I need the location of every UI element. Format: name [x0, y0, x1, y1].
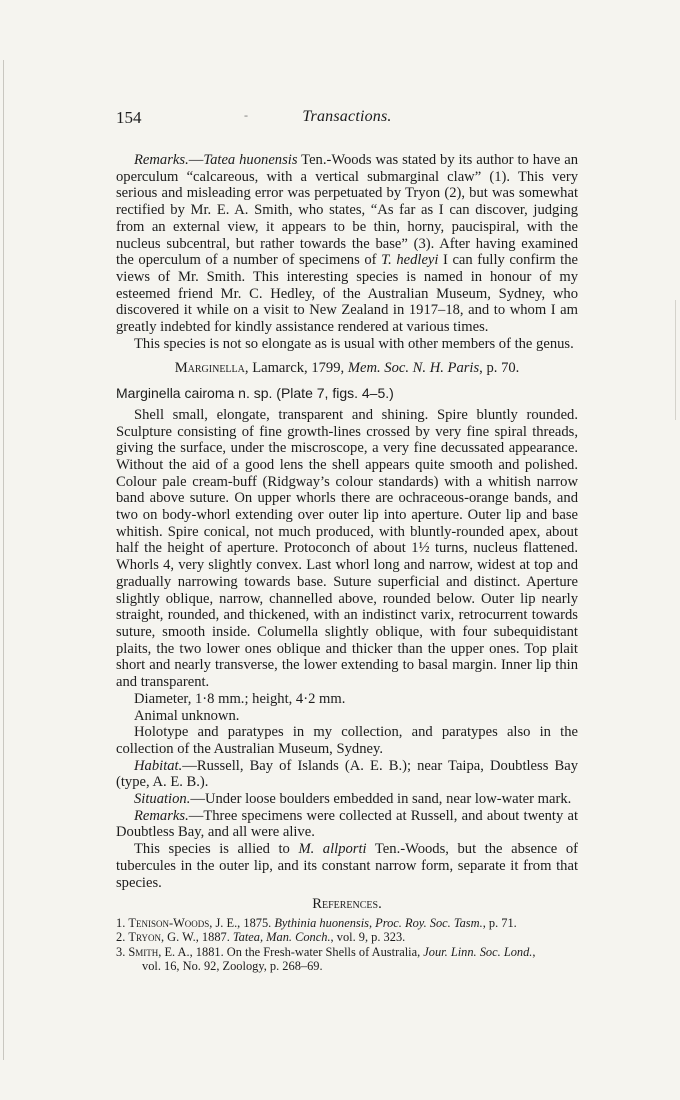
animal-note: Animal unknown. [134, 707, 240, 724]
running-title: Transactions. [302, 108, 392, 125]
species-heading: Marginella cairoma n. sp. (Plate 7, figs. 4–5.) [116, 385, 394, 402]
reference-author: Tenison-Woods, J. E. [128, 915, 238, 930]
habitat-text: —Russell, Bay of Islands (A. E. B.); near Taipa, Doubtless Bay (type, A. E. B.). [116, 757, 578, 791]
description-paragraph: Shell small, elongate, transparent and shining. Spire bluntly rounded. Sculpture consisting of fine growth-lines crossed by very fine spiral threads, giving the surface, under the miscroscope, a very fine decussated appearance. Without the aid of a good lens the shell appears quite smooth and polished. Colour pale cream-buff (Ridgway’s colour standards) with a whitish narrow band above suture. On upper whorls there are ochraceous-orange bands, and two on body-whorl extending over outer lip into aperture. Outer lip and base whitish. Spire conical, not much produced, with bluntly-rounded apex, about half the height of aperture. Protoconch of about 1½ turns, nucleus flattened. Whorls 4, very slightly convex. Last whorl long and narrow, widest at top and gradually narrowing towards base. Suture superficial and distinct. Aperture slightly oblique, narrow, channelled above, rounded below. Outer lip nearly straight, rounded, and thickened, with an indistinct varix, retrocurrent towards suture, smooth inside. Columella slightly oblique, with four subequidistant plaits, the two lower ones oblique and thicker than the upper ones. Top plait short and nearly transverse, the lower extending to basal margin. Inner lip thin and transparent. [116, 406, 578, 691]
reference-text: , 1875. [237, 915, 275, 930]
species-name: T. hedleyi [381, 252, 439, 269]
genus-author: , Lamarck, 1799, [244, 360, 348, 377]
reference-title: Tatea, Man. Conch. [232, 930, 331, 945]
page-number: 154 [116, 108, 142, 127]
genus-heading [116, 360, 578, 377]
reference-item [116, 916, 578, 931]
remarks-text: I can fully confirm the views of Mr. Smith. This interesting species is named in honour of my esteemed friend Mr. C. Hedley, of the Australian Museum, Sydney, who discovered it while on a visit to New Zealand in 1917–18, and to whom I am greatly indebted for kindly assistance rendered at various times. [116, 252, 578, 336]
reference-text: , 1881. On the Fresh-water Shells of Australia, [189, 944, 424, 959]
remarks-tatea-paragraph: Remarks.—Tatea huonensis Ten.-Woods was stated by its author to have an operculum “calcareous, with a vertical submarginal claw” (1). This very serious and misleading error was perpetuated by Tryon (2), but was somewhat rectified by Mr. E. A. Smith, who states, “As far as I can discover, judging from an external view, it appears to be thin, horny, paucispiral, with the nucleus subcentral, but rather towards the base” (3). After having examined the operculum of a number of specimens of T. hedleyi I can fully confirm the views of Mr. Smith. This interesting species is named in honour of my esteemed friend Mr. C. Hedley, of the Australian Museum, Sydney, who discovered it while on a visit to New Zealand in 1917–18, and to whom I am greatly indebted for kindly assistance rendered at various times. [116, 152, 578, 336]
habitat-paragraph [116, 758, 578, 791]
reference-number: 2. [116, 930, 129, 945]
species-name: Tatea huonensis [203, 152, 298, 168]
allied-text: Ten.-Woods, but the absence of tubercules in the outer lip, and its constant narrow form, separate it from that species. [116, 841, 579, 891]
reference-tail: , [532, 944, 536, 959]
reference-item [116, 945, 578, 960]
references-heading: References. [312, 896, 382, 913]
reference-tail: , vol. 9, p. 323. [330, 930, 406, 945]
holotype-paragraph: Holotype and paratypes in my collection, and paratypes also in the collection of the Australian Museum, Sydney. [116, 724, 578, 757]
reference-number: 3. [116, 944, 129, 959]
measurements: Diameter, 1·8 mm.; height, 4·2 mm. [134, 690, 346, 707]
genus-name: Marginella [174, 360, 245, 377]
situation-label: Situation. [134, 791, 191, 808]
reference-title: Jour. Linn. Soc. Lond. [423, 944, 533, 959]
reference-text: , 1887. [195, 930, 233, 945]
remarks-label: Remarks. [134, 807, 189, 824]
page-edge-right [675, 300, 676, 420]
header-mark: - [244, 108, 248, 122]
remarks-text: —Three specimens were collected at Russell, and about twenty at Doubtless Bay, and all were alive. [116, 807, 578, 841]
species-name: M. allporti [298, 841, 367, 858]
habitat-label: Habitat. [134, 757, 183, 774]
reference-title: Bythinia huonensis, Proc. Roy. Soc. Tasm. [274, 915, 483, 930]
reference-number: 1. [116, 915, 129, 930]
situation-paragraph [116, 791, 578, 808]
reference-item [116, 930, 578, 945]
reference-author: Smith, E. A. [128, 944, 190, 959]
genus-page: , p. 70. [479, 360, 520, 377]
allied-text: This species is allied to [134, 841, 299, 858]
remarks-label: Remarks. [134, 152, 189, 168]
reference-continuation: vol. 16, No. 92, Zoology, p. 268–69. [142, 959, 323, 974]
reference-tail: , p. 71. [482, 915, 517, 930]
body-text [116, 152, 578, 974]
reference-author: Tryon, G. W. [128, 930, 196, 945]
remarks-marginella-paragraph [116, 808, 578, 841]
references-list [116, 916, 578, 974]
situation-text: —Under loose boulders embedded in sand, near low-water mark. [190, 791, 572, 808]
genus-journal: Mem. Soc. N. H. Paris [347, 360, 480, 377]
allied-paragraph [116, 841, 578, 891]
page-edge-left [3, 60, 4, 1060]
remarks-text: Ten.-Woods was stated by its author to have an operculum “calcareous, with a vertical submarginal claw” (1). This very serious and misleading error was perpetuated by Tryon (2), but was somewhat rectified by Mr. E. A. Smith, who states, “As far as I can discover, judging from an external view, it appears to be thin, horny, paucispiral, with the nucleus subcentral, but rather towards the base” (3). After having examined the operculum of a number of specimens of [116, 152, 578, 269]
page-header [116, 108, 578, 128]
elongate-paragraph: This species is not so elongate as is usual with other members of the genus. [134, 335, 574, 352]
